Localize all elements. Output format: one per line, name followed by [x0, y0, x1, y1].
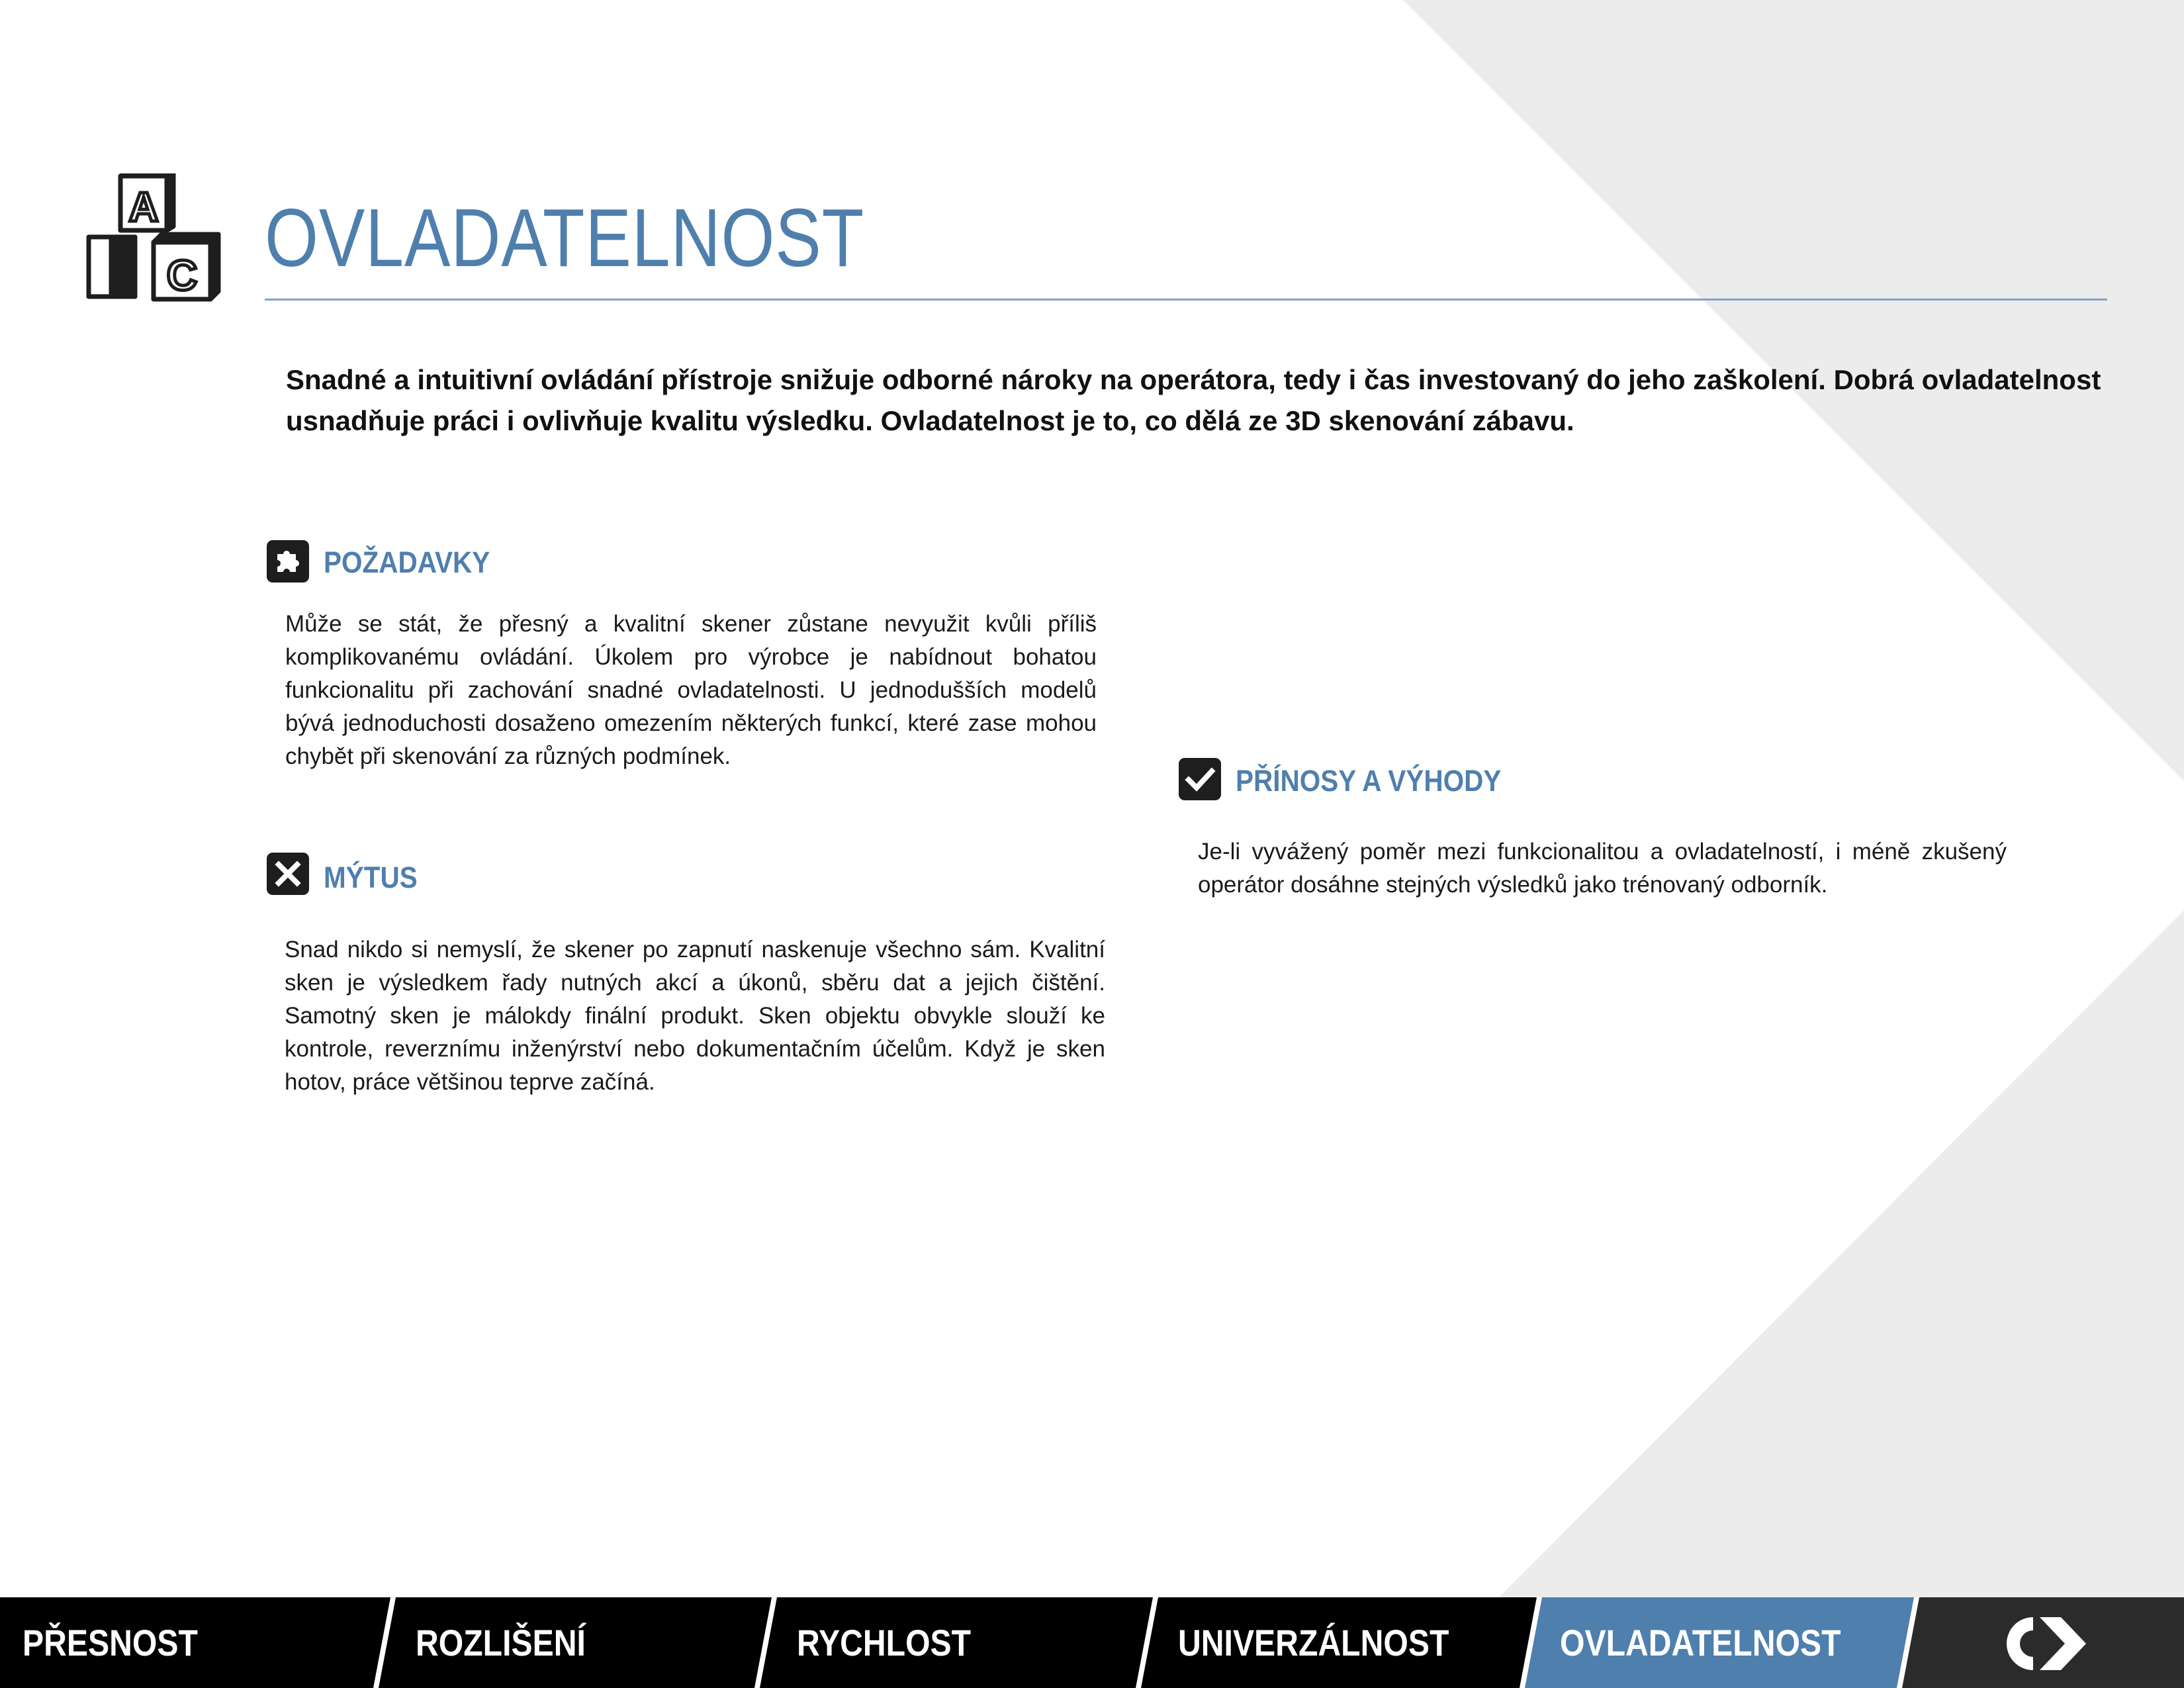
intro-paragraph: Snadné a intuitivní ovládání přístroje snižuje odborné nároky na operátora, tedy i čas investovaný do jeho zaškolení. Dobrá ovladatelnost usnadňuje práci i ovlivňuje kvalitu výsledku. Ovladatelnost je to, co dělá ze 3D skenování zábavu. [286, 364, 2101, 436]
section-body-mytus: Snad nikdo si nemyslí, že skener po zapnutí naskenuje všechno sám. Kvalitní sken je výsledkem řady nutných akcí a úkonů, sběru dat a jejich čištění. Samotný sken je málokdy finální produkt. Sken objektu obvykle slouží ke kontrole, reverznímu inženýrství nebo dokumentačním účelům. Když je sken hotov, práce většinou teprve začíná. [285, 937, 1105, 1095]
block-letter-c: C [166, 252, 198, 299]
nav-tab-rozliseni[interactable]: ROZLIŠENÍ [416, 1622, 586, 1664]
footer-nav [0, 1597, 2184, 1688]
nav-separator [373, 1597, 396, 1688]
nav-tab-rychlost[interactable]: RYCHLOST [797, 1622, 972, 1664]
section-title-mytus: MÝTUS [324, 861, 418, 894]
section-body-pozadavky: Může se stát, že přesný a kvalitní skener zůstane nevyužit kvůli příliš komplikovanému ovládání. Úkolem pro výrobce je nabídnout bohatou funkcionalitu při zachování snadné ovladatelnosti. U jednodušších modelů bývá jednoduchosti dosaženo omezením některých funkcí, které zase mohou chybět při skenování za různých podmínek. [285, 611, 1097, 769]
block-letter-a: A [128, 185, 159, 230]
background-gray-wedge [1403, 0, 2184, 1597]
title-divider [265, 299, 2107, 301]
nav-tab-ovladatelnost[interactable]: OVLADATELNOST [1560, 1622, 1841, 1664]
x-mark-icon [267, 853, 309, 895]
puzzle-piece-icon [267, 540, 309, 583]
company-logo-icon[interactable] [1992, 1611, 2091, 1677]
section-body-prinosy: Je-li vyvážený poměr mezi funkcionalitou a ovladatelností, i méně zkušený operátor dosáhne stejných výsledků jako trénovaný odborník. [1198, 839, 2007, 898]
checkmark-icon [1179, 758, 1221, 800]
nav-tab-univerzalnost[interactable]: UNIVERZÁLNOST [1178, 1622, 1449, 1664]
abc-blocks-icon [85, 173, 224, 303]
section-title-pozadavky: POŽADAVKY [324, 545, 490, 579]
nav-separator [1136, 1597, 1158, 1688]
page-title: OVLADATELNOST [265, 193, 865, 284]
nav-tab-presnost[interactable]: PŘESNOST [23, 1622, 198, 1664]
section-title-prinosy: PŘÍNOSY A VÝHODY [1236, 764, 1502, 798]
footer-nav-graphics [0, 1597, 2184, 1688]
nav-separator [754, 1597, 777, 1688]
